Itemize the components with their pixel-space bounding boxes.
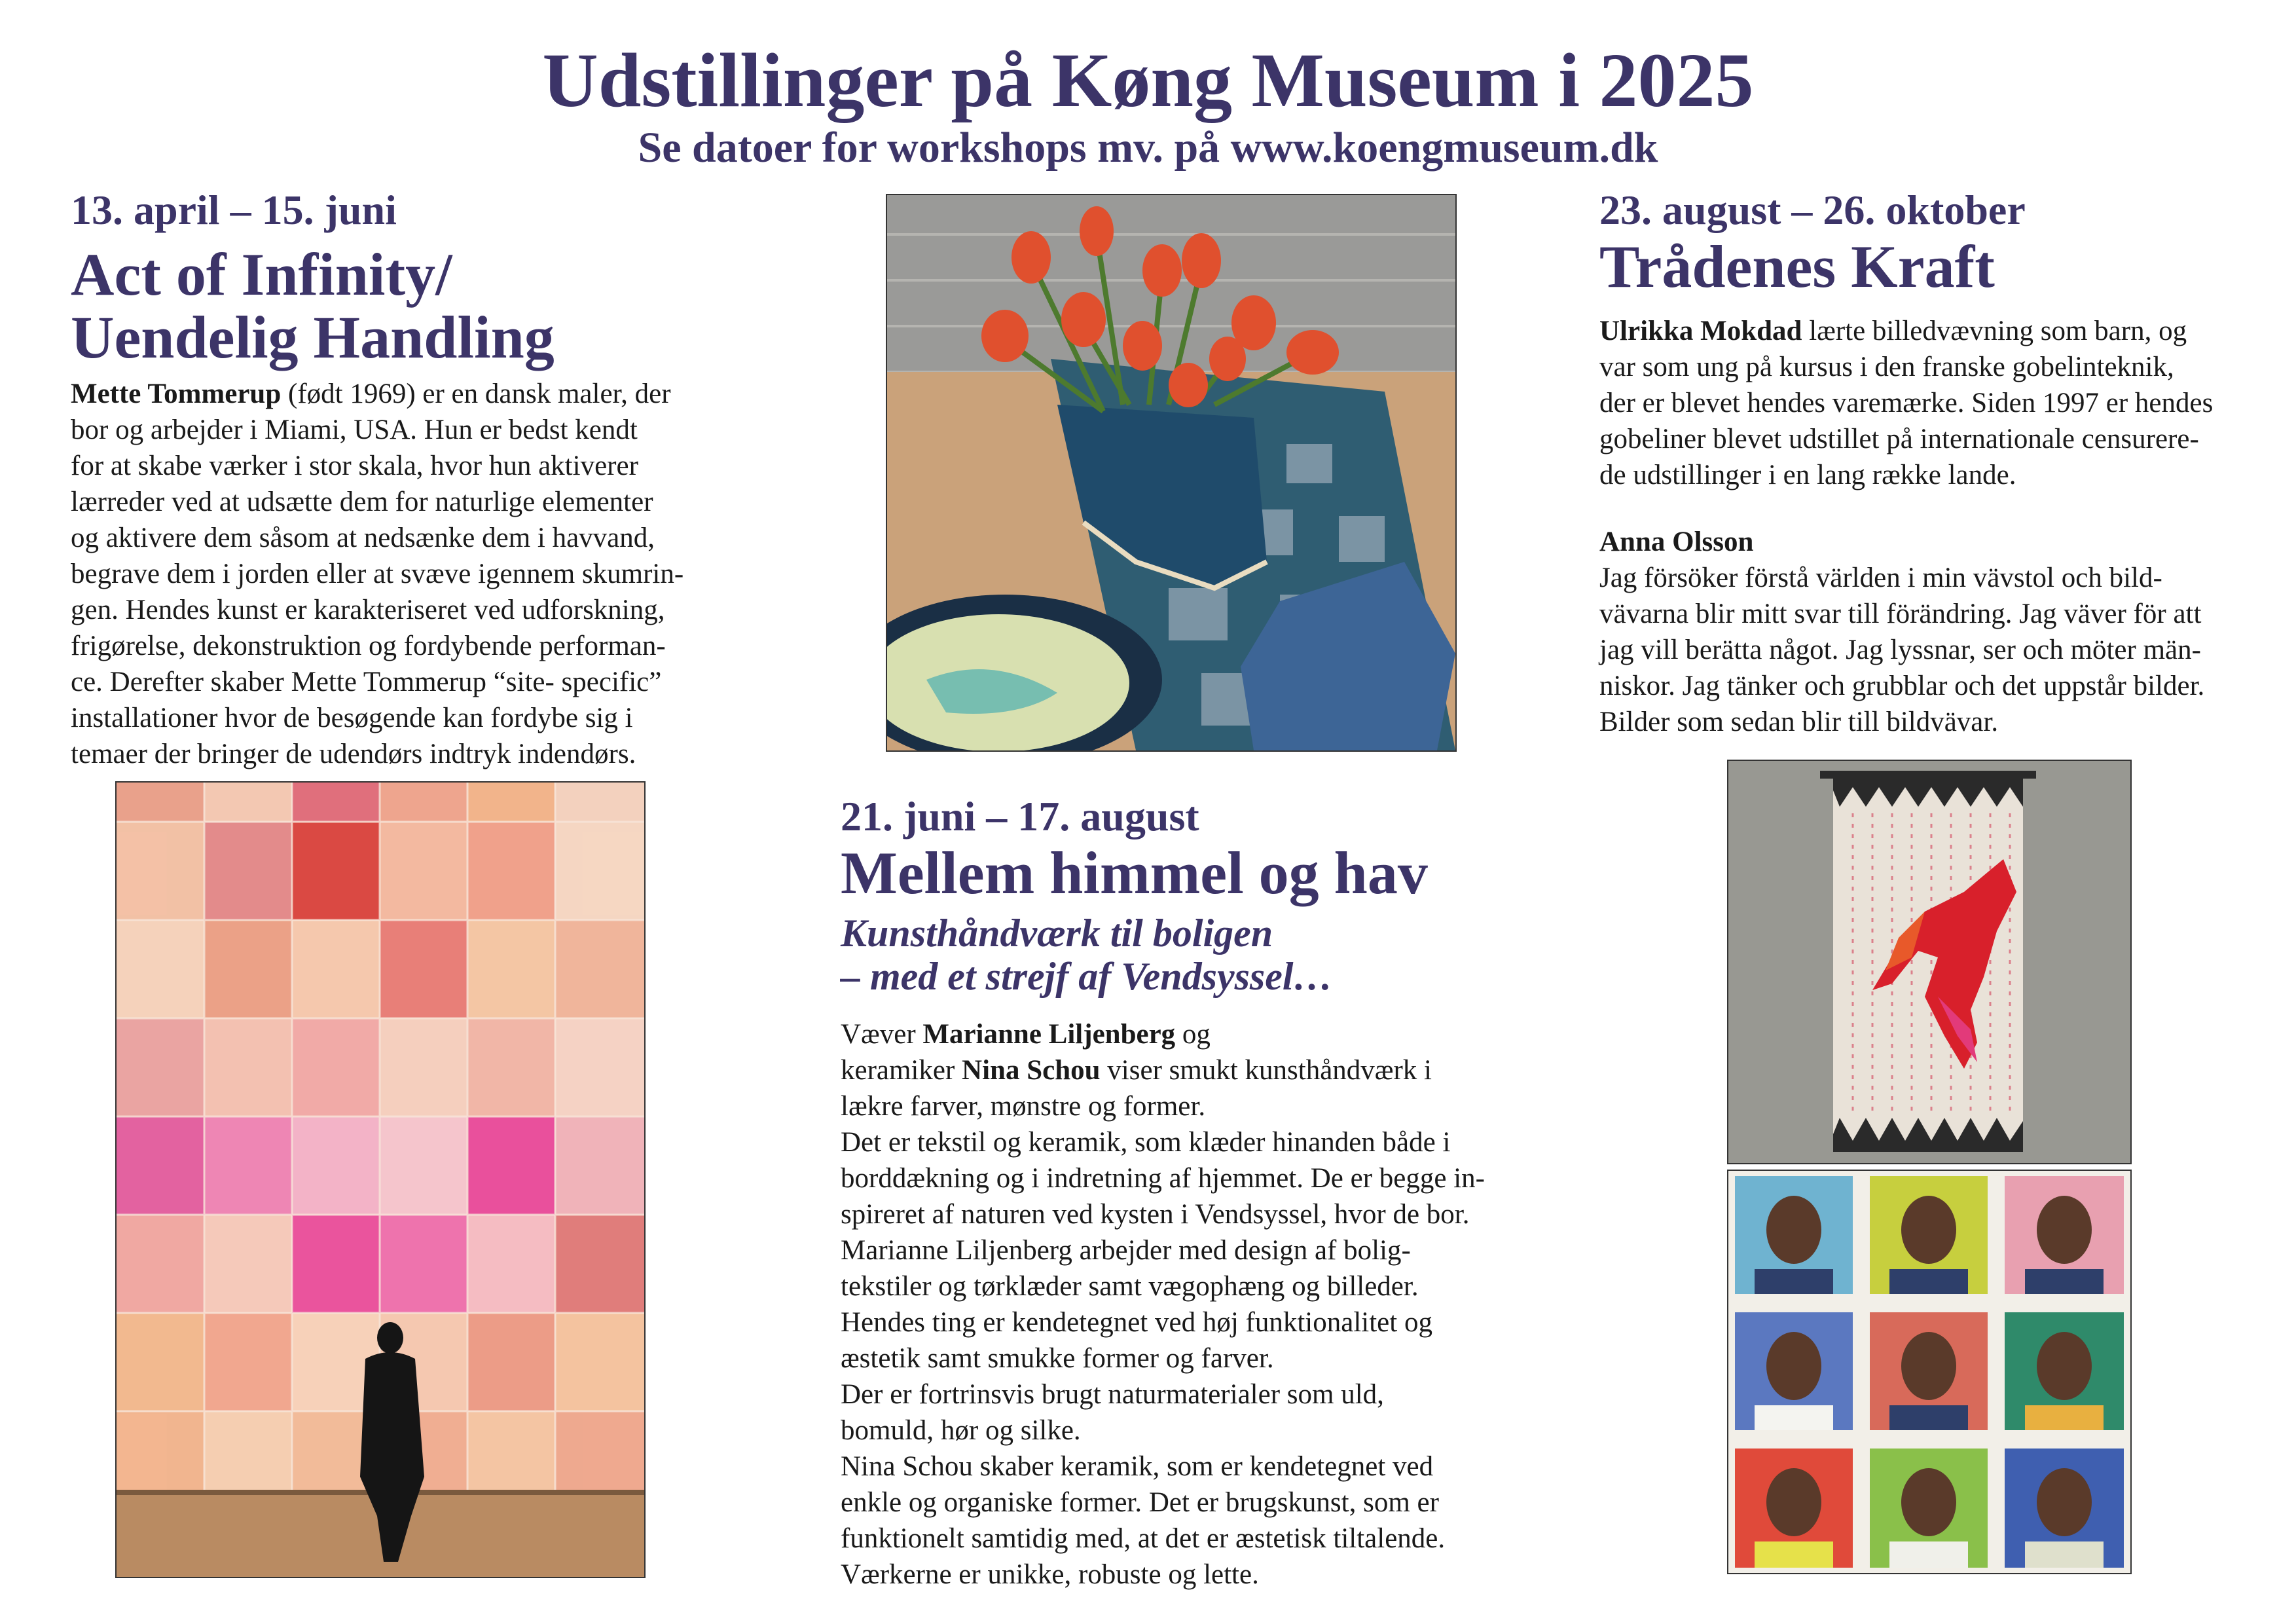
exhibit2-body: Væver Marianne Liljenberg og keramiker Nina Schou viser smukt kunsthåndværk i lækre farver, mønstre og former. Det er tekstil og keramik, som klæder hinanden både i borddækning og i indretning af hjemmet. De er begge in- spireret af naturen ved kysten i Vendsyssel, hvor de bor. Marianne Liljenberg arbejder med design af bolig- tekstiler og tørklæder samt vægophæng og billeder. Hendes ting er kendetegnet ved høj funktionalitet og æstetik samt smukke former og farver. Der er fortrinsvis brugt naturmaterialer som uld, bomuld, hør og silke. Nina Schou skaber keramik, som er kendetegnet ved enkle og organiske former. Det er brugskunst, som er funktionelt samtidig med, at det er æstetisk tiltalende. Værkerne er unikke, robuste og lette. — [841, 1019, 1485, 1590]
exhibit3-dates: 23. august – 26. oktober — [1599, 187, 2026, 233]
portrait-tapestries-photo — [1727, 1170, 2132, 1574]
exhibit2-subtitle-line2: – med et strejf af Vendsyssel… — [841, 955, 1333, 998]
tulips-ceramics-photo — [886, 194, 1457, 752]
phoenix-tapestry-photo — [1727, 760, 2132, 1164]
exhibit1-artist: Mette Tommerup — [71, 378, 282, 409]
exhibit3-artist2: Anna Olsson — [1599, 526, 1754, 557]
page-title: Udstillinger på Køng Museum i 2025 — [542, 37, 1754, 123]
exhibit2-dates: 21. juni – 17. august — [841, 793, 1199, 840]
exhibit3-body-2: Anna Olsson Jag försöker förstå världen i min vävstol och bild- vävarna blir mitt svar till förändring. Jag väver för att jag vill berätta något. Jag lyssnar, ser och möter män- niskor. Jag tänker och grubblar och det uppstår bilder. Bilder som sedan blir till bildvävar. — [1599, 526, 2205, 737]
exhibit2-ceramist: Nina Schou — [962, 1055, 1101, 1086]
page-subtitle: Se datoer for workshops mv. på www.koengmuseum.dk — [638, 124, 1658, 172]
exhibit1-title-line1: Act of Infinity/ — [71, 241, 452, 308]
exhibit3-title: Trådenes Kraft — [1599, 233, 1995, 300]
exhibit1-title-line2: Uendelig Handling — [71, 304, 555, 371]
exhibit3-body-1: Ulrikka Mokdad lærte billedvævning som barn, og var som ung på kursus i den franske gobelinteknik, der er blevet hendes varemærke. Siden 1997 er hendes gobeliner blevet udstillet på internationale censurere- de udstillinger i en lang række lande. — [1599, 316, 2214, 490]
exhibit2-subtitle-line1: Kunsthåndværk til boligen — [841, 912, 1273, 955]
exhibit1-body: Mette Tommerup (født 1969) er en dansk maler, der bor og arbejder i Miami, USA. Hun er bedst kendt for at skabe værker i stor skala, hvor hun aktiverer lærreder ved at udsætte dem for naturlige elementer og aktivere dem såsom at nedsænke dem i havvand, begrave dem i jorden eller at svæve igennem skumrin- gen. Hendes kunst er karakteriseret ved udforskning, frigørelse, dekonstruktion og fordybende performan- ce. Derefter skaber Mette Tommerup “site- specific” installationer hvor de besøgende kan fordybe sig i temaer der bringer de udendørs indtryk indendørs. — [71, 378, 684, 769]
exhibit2-title: Mellem himmel og hav — [841, 840, 1428, 906]
painting-installation-photo — [115, 781, 646, 1578]
exhibit3-artist1: Ulrikka Mokdad — [1599, 316, 1802, 346]
exhibit2-weaver: Marianne Liljenberg — [922, 1019, 1176, 1050]
exhibit1-dates: 13. april – 15. juni — [71, 187, 397, 233]
